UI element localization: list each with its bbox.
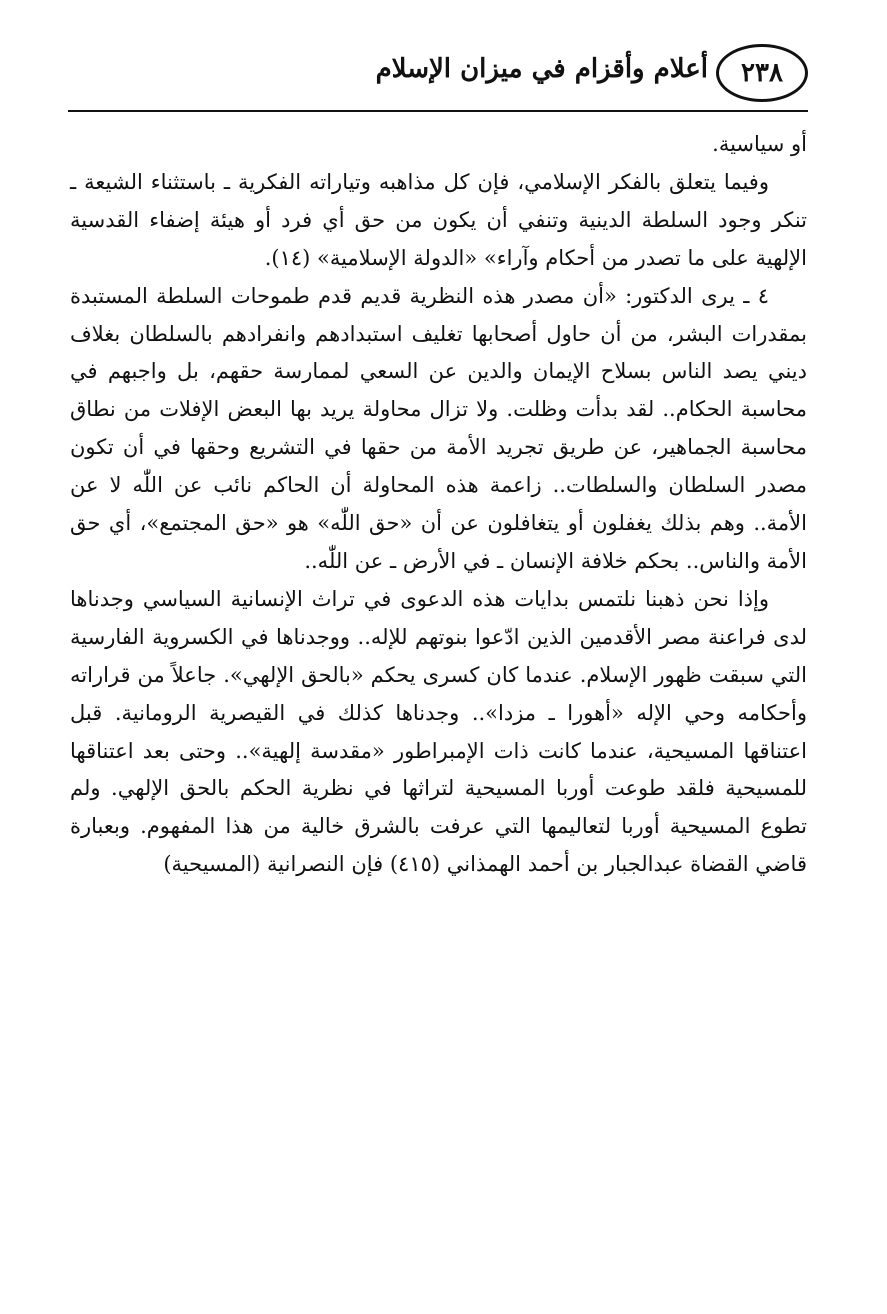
paragraph: وفيما يتعلق بالفكر الإسلامي، فإن كل مذاهبه وتياراته الفكرية ـ باستثناء الشيعة ـ تنكر وجود السلطة الدينية وتنفي أن يكون من حق أي فرد أو هيئة إضفاء القدسية الإلهية على ما تصدر من أحكام وآراء» «الدولة الإسلامية» (١٤). [70,169,807,270]
page-header [68,38,808,128]
paragraph: وإذا نحن ذهبنا نلتمس بدايات هذه الدعوى في تراث الإنسانية السياسي وجدناها لدى فراعنة مصر الأقدمين الذين ادّعوا بنوتهم للإله.. ووجدناها في الكسروية الفارسية التي سبقت ظهور الإسلام. عندما كان كسرى يحكم «بالحق الإلهي». جاعلاً من قراراته وأحكامه وحي الإله «أهورا ـ مزدا».. وجدناها كذلك في القيصرية الرومانية. قبل اعتناقها المسيحية، عندما كانت ذات الإمبراطور «مقدسة إلهية».. وحتى بعد اعتناقها للمسيحية فلقد طوعت أوربا المسيحية لتراثها في نظرية الحكم بالحق الإلهي. ولم تطوع المسيحية أوربا لتعاليمها التي عرفت بالشرق خالية من هذا المفهوم. وبعبارة قاضي القضاة عبدالجبار بن أحمد الهمذاني (٤١٥) فإن النصرانية (المسيحية) [70,586,807,877]
body-text [70,126,807,884]
page-number-badge [716,44,808,102]
paragraph: أو سياسية. [712,132,807,156]
paragraph: ٤ ـ يرى الدكتور: «أن مصدر هذه النظرية قديم قدم طموحات السلطة المستبدة بمقدرات البشر، من أن حاول أصحابها تغليف استبدادهم وانفرادهم بالسلطان بغلاف ديني يصد الناس بسلاح الإيمان والدين عن السعي لممارسة حقهم، بل واجبهم في محاسبة الحكام.. لقد بدأت وظلت. ولا تزال محاولة يريد بها البعض الإفلات من نطاق محاسبة الجماهير، عن طريق تجريد الأمة من حقها في التشريع وحقها في أن تكون مصدر السلطان والسلطات.. زاعمة هذه المحاولة أن الحاكم نائب عن اللّٰه لا عن الأمة.. وهم بذلك يغفلون أو يتغافلون عن أن «حق اللّٰه» هو «حق المجتمع»، أي حق الأمة والناس.. بحكم خلافة الإنسان ـ في الأرض ـ عن اللّٰه.. [70,283,807,573]
running-title: أعلام وأقزام في ميزان الإسلام [375,54,708,84]
page-number: ٢٣٨ [741,58,783,88]
header-rule [68,110,808,112]
